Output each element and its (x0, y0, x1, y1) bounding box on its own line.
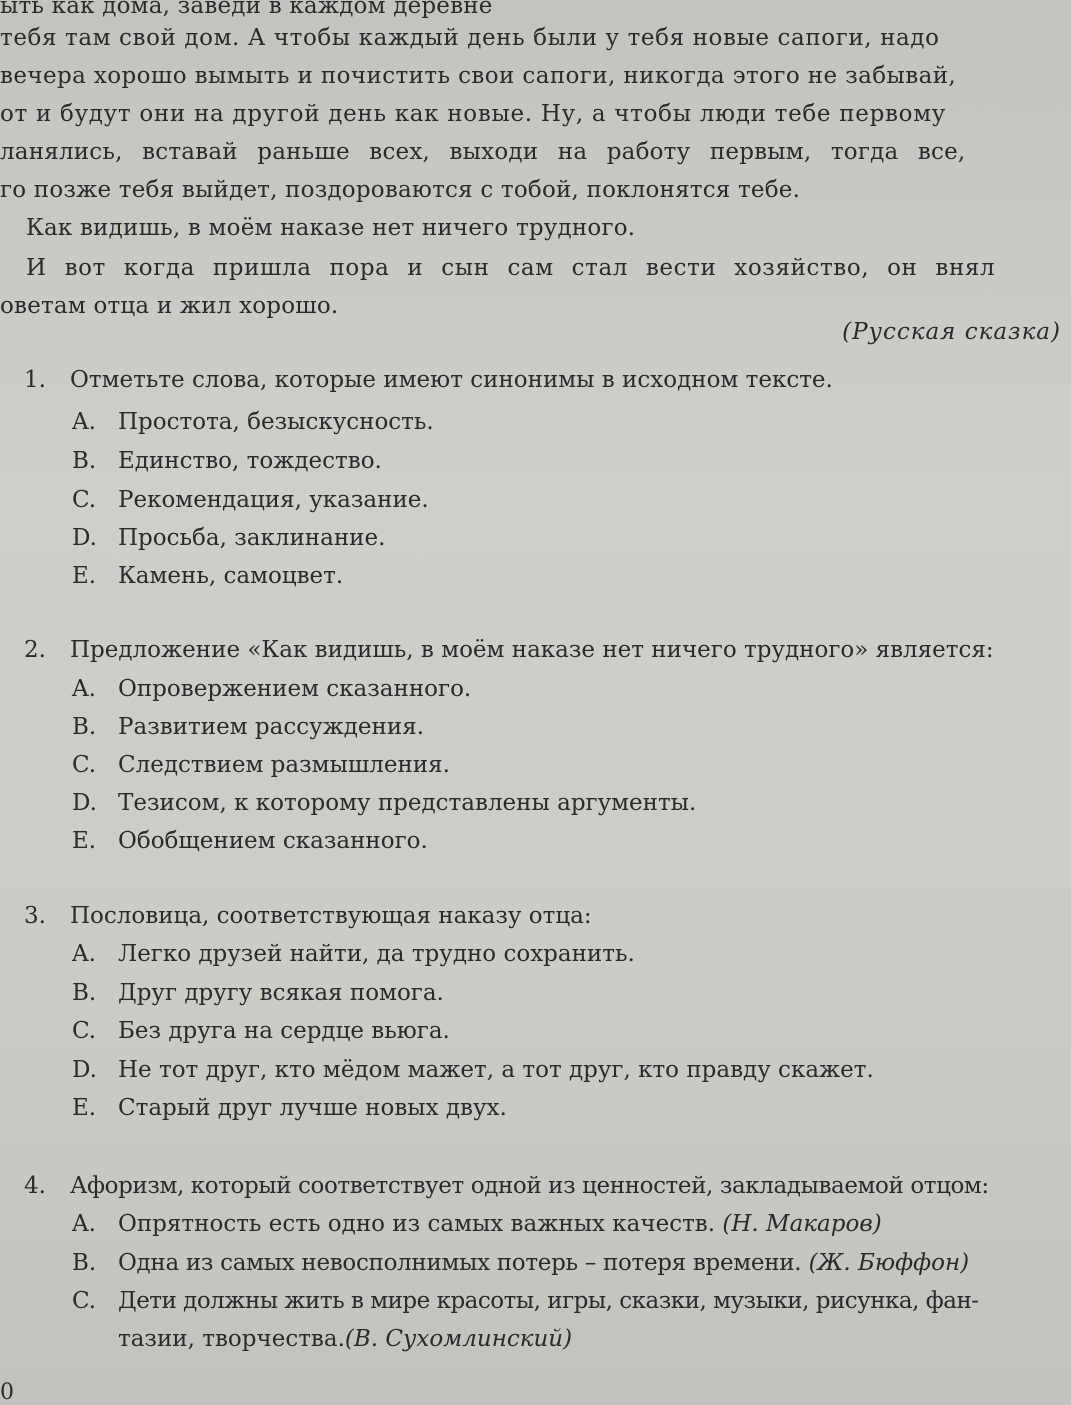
option-letter: E. (72, 563, 97, 589)
option-letter: C. (72, 752, 97, 778)
story-line-6: го позже тебя выйдет, поздороваются с тобой, поклонятся тебе. (0, 177, 801, 203)
option-letter: B. (72, 1250, 97, 1276)
story-line-5: ланялись, вставай раньше всех, выходи на работу первым, тогда все, (0, 139, 966, 165)
story-paragraph-3-line-2: оветам отца и жил хорошо. (0, 293, 339, 319)
option-letter: A. (72, 941, 96, 967)
option-text: Единство, тождество. (118, 448, 382, 474)
option-letter: B. (72, 448, 97, 474)
answer-option[interactable] (72, 1287, 979, 1315)
question-2 (24, 636, 994, 664)
option-text: Легко друзей найти, да трудно сохранить. (118, 941, 635, 967)
option-text: Развитием рассуждения. (118, 714, 425, 740)
option-author: (Ж. Бюффон) (808, 1250, 970, 1276)
answer-option[interactable] (72, 1017, 450, 1045)
question-1 (24, 366, 833, 394)
story-line-1: ыть как дома, заведи в каждом деревне (0, 0, 493, 19)
answer-option[interactable] (72, 751, 450, 779)
question-text: Предложение «Как видишь, в моём наказе нет ничего трудного» является: (70, 637, 994, 663)
page-number: 0 (0, 1380, 14, 1405)
story-paragraph-2: Как видишь, в моём наказе нет ничего трудного. (26, 215, 636, 241)
answer-option[interactable] (72, 486, 429, 514)
question-4 (24, 1172, 989, 1200)
answer-option[interactable] (72, 675, 471, 703)
question-number: 3. (24, 903, 46, 929)
story-line-3: вечера хорошо вымыть и почистить свои сапоги, никогда этого не забывай, (0, 63, 957, 89)
answer-option[interactable] (72, 940, 635, 968)
option-text: Просьба, заклинание. (118, 525, 386, 551)
option-letter: E. (72, 828, 97, 854)
option-letter: D. (72, 525, 97, 551)
story-line-2: тебя там свой дом. А чтобы каждый день были у тебя новые сапоги, надо (0, 25, 940, 51)
answer-option[interactable] (72, 1056, 874, 1084)
answer-option[interactable] (72, 562, 343, 590)
answer-option[interactable] (72, 447, 382, 475)
answer-option[interactable] (72, 1210, 882, 1238)
question-text: Афоризм, который соответствует одной из ценностей, закладываемой отцом: (70, 1173, 989, 1199)
option-letter: A. (72, 409, 96, 435)
question-number: 2. (24, 637, 46, 663)
option-text: Обобщением сказанного. (118, 828, 428, 854)
option-author: (Н. Макаров) (722, 1211, 882, 1237)
answer-option[interactable] (72, 979, 444, 1007)
answer-option[interactable] (72, 408, 434, 436)
answer-option[interactable] (72, 1094, 507, 1122)
option-text: Камень, самоцвет. (118, 563, 344, 589)
option-text: Опрятность есть одно из самых важных качеств. (118, 1211, 716, 1237)
option-letter: E. (72, 1095, 97, 1121)
answer-option-continuation (118, 1325, 572, 1353)
option-letter: D. (72, 790, 97, 816)
answer-option[interactable] (72, 524, 385, 552)
answer-option[interactable] (72, 713, 424, 741)
option-letter: C. (72, 1018, 97, 1044)
option-text: Простота, безыскусность. (118, 409, 434, 435)
question-text: Пословица, соответствующая наказу отца: (70, 903, 592, 929)
option-letter: D. (72, 1057, 97, 1083)
story-paragraph-3-line-1: И вот когда пришла пора и сын сам стал вести хозяйство, он внял (26, 255, 996, 281)
option-letter: A. (72, 676, 96, 702)
option-text: Не тот друг, кто мёдом мажет, а тот друг, кто правду скажет. (118, 1057, 874, 1083)
answer-option[interactable] (72, 827, 428, 855)
story-line-4: от и будут они на другой день как новые. Ну, а чтобы люди тебе первому (0, 101, 947, 127)
answer-option[interactable] (72, 789, 696, 817)
question-number: 4. (24, 1173, 46, 1199)
option-letter: C. (72, 487, 97, 513)
question-text: Отметьте слова, которые имеют синонимы в исходном тексте. (70, 367, 833, 393)
option-text: Старый друг лучше новых двух. (118, 1095, 507, 1121)
option-text: Без друга на сердце вьюга. (118, 1018, 450, 1044)
question-3 (24, 902, 592, 930)
option-text: Дети должны жить в мире красоты, игры, сказки, музыки, рисунка, фан- (118, 1288, 979, 1314)
question-number: 1. (24, 367, 46, 393)
option-text: Друг другу всякая помога. (118, 980, 444, 1006)
option-text: тазии, творчества. (118, 1326, 345, 1352)
option-text: Тезисом, к которому представлены аргументы. (118, 790, 697, 816)
option-letter: B. (72, 980, 97, 1006)
option-text: Опровержением сказанного. (118, 676, 472, 702)
option-letter: A. (72, 1211, 96, 1237)
answer-option[interactable] (72, 1249, 969, 1277)
story-source: (Русская сказка) (842, 319, 1061, 345)
option-letter: C. (72, 1288, 97, 1314)
option-letter: B. (72, 714, 97, 740)
option-text: Следствием размышления. (118, 752, 450, 778)
option-author: (В. Сухомлинский) (344, 1326, 573, 1352)
option-text: Рекомендация, указание. (118, 487, 429, 513)
option-text: Одна из самых невосполнимых потерь – потеря времени. (118, 1250, 802, 1276)
